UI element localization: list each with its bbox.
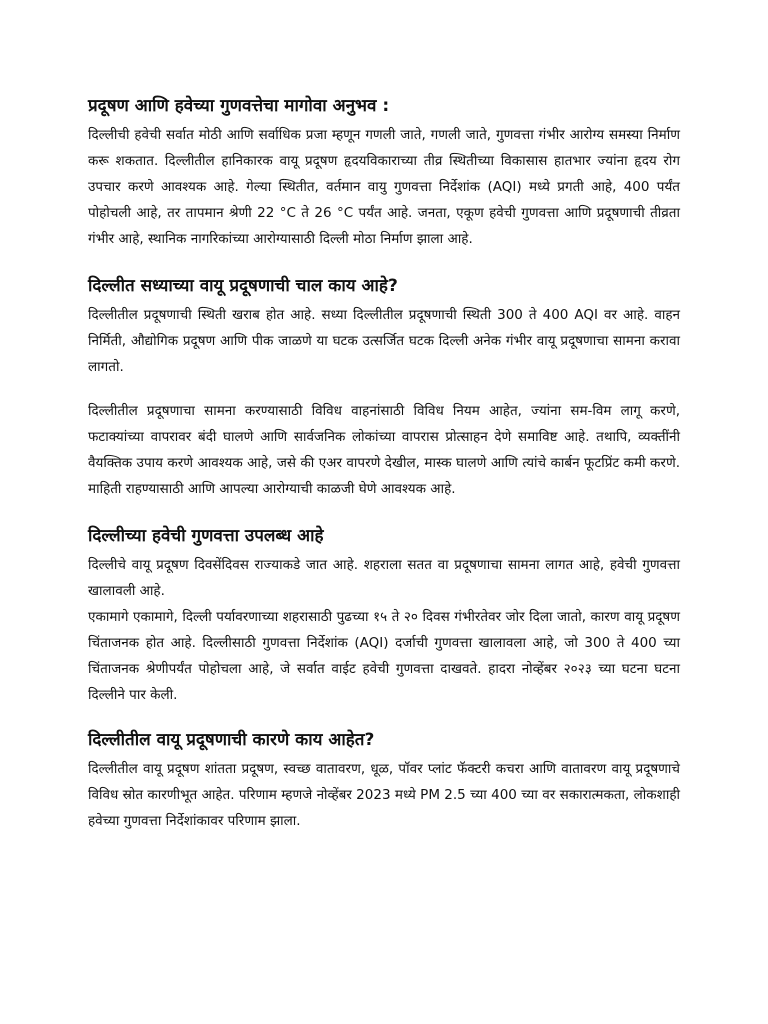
section-current-pollution <box>88 274 680 502</box>
section-air-quality <box>88 524 680 708</box>
section-heading: दिल्लीतील वायू प्रदूषणाची कारणे काय आहेत? <box>88 730 375 750</box>
section-heading: दिल्लीच्या हवेची गुणवत्ता उपलब्ध आहे <box>88 526 324 546</box>
paragraph: दिल्लीची हवेची सर्वात मोठी आणि सर्वाधिक प्रजा म्हणून गणली जाते, गणली जाते, गुणवत्ता गंभीर आरोग्य समस्या निर्माण करू शकतात. दिल्लीतील हानिकारक वायू प्रदूषण हृदयविकाराच्या तीव्र स्थितीच्या विकासास हातभार ज्यांना हृदय रोग उपचार करणे आवश्यक आहे. गेल्या स्थितीत, वर्तमान वायु गुणवत्ता निर्देशांक (AQI) मध्ये प्रगती आहे, 400 पर्यंत पोहोचली आहे, तर तापमान श्रेणी 22 °C ते 26 °C पर्यंत आहे. जनता, एकूण हवेची गुणवत्ता आणि प्रदूषणाची तीव्रता गंभीर आहे, स्थानिक नागरिकांच्या आरोग्यासाठी दिल्ली मोठा निर्माण झाला आहे. <box>88 127 680 247</box>
paragraph: दिल्लीचे वायू प्रदूषण दिवसेंदिवस राज्याकडे जात आहे. शहराला सतत वा प्रदूषणाचा सामना लागत आहे, हवेची गुणवत्ता खालावली आहे. <box>88 557 680 599</box>
section-pollution-experience <box>88 94 680 252</box>
section-pollution-causes <box>88 728 680 834</box>
paragraph: दिल्लीतील प्रदूषणाचा सामना करण्यासाठी विविध वाहनांसाठी विविध नियम आहेत, ज्यांना सम-विम लागू करणे, फटाक्यांच्या वापरावर बंदी घालणे आणि सार्वजनिक लोकांच्या वापरास प्रोत्साहन देणे समाविष्ट आहे. तथापि, व्यक्तींनी वैयक्तिक उपाय करणे आवश्यक आहे, जसे की एअर वापरणे देखील, मास्क घालणे आणि त्यांचे कार्बन फूटप्रिंट कमी करणे. माहिती राहण्यासाठी आणि आपल्या आरोग्याची काळजी घेणे आवश्यक आहे. <box>88 403 680 497</box>
document-page <box>88 94 680 834</box>
section-heading: प्रदूषण आणि हवेच्या गुणवत्तेचा मागोवा अनुभव : <box>88 96 390 116</box>
paragraph: दिल्लीतील प्रदूषणाची स्थिती खराब होत आहे. सध्या दिल्लीतील प्रदूषणाची स्थिती 300 ते 400 AQI वर आहे. वाहन निर्मिती, औद्योगिक प्रदूषण आणि पीक जाळणे या घटक उत्सर्जित घटक दिल्ली अनेक गंभीर वायू प्रदूषणाचा सामना करावा लागतो. <box>88 307 680 375</box>
section-heading: दिल्लीत सध्याच्या वायू प्रदूषणाची चाल काय आहे? <box>88 276 398 296</box>
paragraph: एकामागे एकामागे, दिल्ली पर्यावरणाच्या शहरासाठी पुढच्या १५ ते २० दिवस गंभीरतेवर जोर दिला जातो, कारण वायू प्रदूषण चिंताजनक होत आहे. दिल्लीसाठी गुणवत्ता निर्देशांक (AQI) दर्जाची गुणवत्ता खालावला आहे, जो 300 ते 400 च्या चिंताजनक श्रेणीपर्यंत पोहोचला आहे, जे सर्वात वाईट हवेची गुणवत्ता दाखवते. हादरा नोव्हेंबर २०२३ च्या घटना घटना दिल्लीने पार केली. <box>88 609 680 703</box>
paragraph: दिल्लीतील वायू प्रदूषण शांतता प्रदूषण, स्वच्छ वातावरण, धूळ, पॉवर प्लांट फॅक्टरी कचरा आणि वातावरण वायू प्रदूषणाचे विविध स्रोत कारणीभूत आहेत. परिणाम म्हणजे नोव्हेंबर 2023 मध्ये PM 2.5 च्या 400 च्या वर सकारात्मकता, लोकशाही हवेच्या गुणवत्ता निर्देशांकावर परिणाम झाला. <box>88 761 680 829</box>
